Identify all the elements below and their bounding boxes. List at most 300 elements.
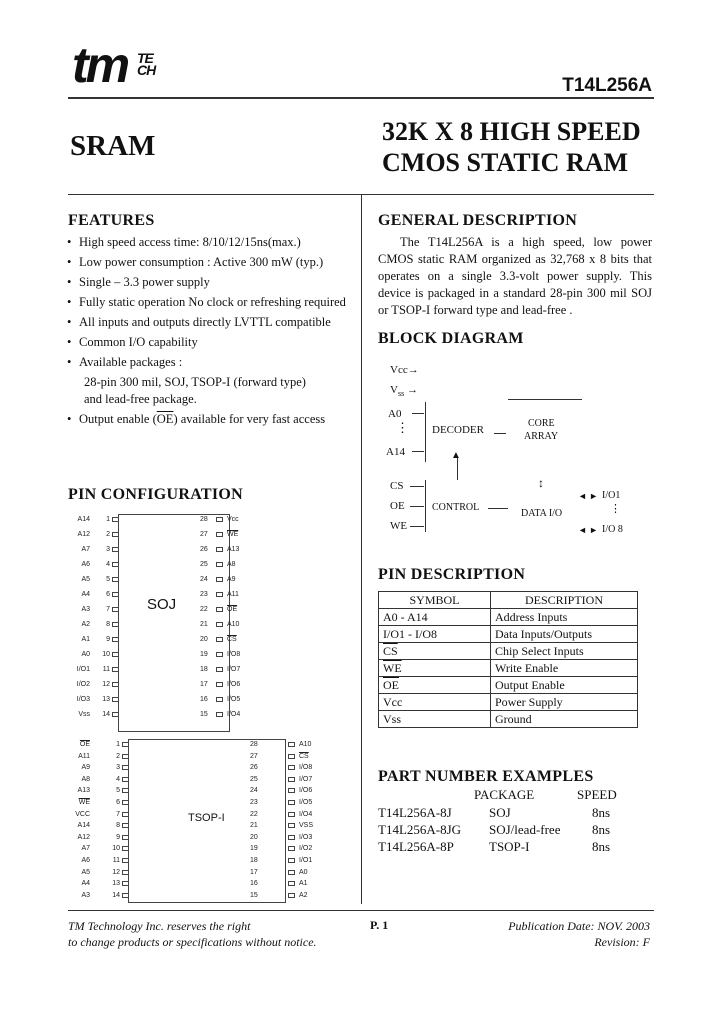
- footer-disclaimer-line2: to change products or specifications without notice.: [68, 935, 317, 949]
- pin-number: 7: [106, 606, 110, 613]
- pin-name: A8: [81, 775, 90, 783]
- publication-date: Publication Date: NOV. 2003: [508, 919, 650, 933]
- soj-label: SOJ: [147, 596, 177, 613]
- pin-row: [250, 799, 327, 806]
- pin-name: A9: [227, 576, 236, 583]
- bd-cs: CS: [390, 480, 404, 492]
- pin-number: 16: [200, 696, 208, 703]
- bd-vss: [390, 384, 418, 398]
- pin-number: 27: [250, 752, 258, 760]
- pin-number: 22: [250, 810, 258, 818]
- bd-line: [410, 506, 424, 507]
- pin-lead: [122, 777, 129, 782]
- pin-number: 18: [250, 857, 258, 864]
- pin-name: $\overline{CS}$: [227, 636, 237, 643]
- pin-lead: [112, 682, 119, 687]
- pin-lead: [112, 592, 119, 597]
- feature-item: • All inputs and outputs directly LVTTL compatible: [66, 314, 356, 331]
- block-diagram-heading: BLOCK DIAGRAM: [378, 330, 524, 347]
- feature-item: • Single – 3.3 power supply: [66, 274, 356, 291]
- pin-number: 21: [250, 822, 258, 830]
- pin-lead: [112, 562, 119, 567]
- pin-row: [250, 764, 327, 771]
- pin-row: [56, 834, 129, 841]
- pin-lead: [112, 652, 119, 657]
- pin-name: A13: [227, 546, 240, 553]
- pin-row: [56, 561, 119, 568]
- pne-part: T14L256A-8JG: [378, 822, 462, 837]
- pin-number: 17: [250, 868, 258, 876]
- pin-number: 26: [200, 546, 208, 553]
- pin-row: [56, 857, 129, 864]
- oe-post-text: ) available for very fast access: [173, 412, 326, 426]
- pin-name: A13: [77, 787, 90, 795]
- bd-a0: A0: [388, 408, 402, 420]
- pin-lead: [288, 846, 295, 851]
- feature-item: [66, 411, 356, 428]
- pin-name: I/O1: [76, 666, 90, 673]
- pin-number: 8: [116, 822, 120, 830]
- pin-name: $\overline{WE}$: [78, 799, 90, 806]
- pin-name: A5: [81, 868, 90, 876]
- oe-signal: $\overline{OE}$: [156, 412, 174, 426]
- pin-row: [200, 591, 255, 598]
- arrow-leftright-icon: ◄ ►: [578, 491, 599, 501]
- pin-number: 2: [106, 531, 110, 538]
- pin-row: [56, 651, 119, 658]
- pin-row: [250, 892, 327, 899]
- header-rule: [68, 97, 654, 99]
- pin-name: $\overline{OE}$: [227, 606, 238, 613]
- pin-lead: [112, 712, 119, 717]
- pin-row: [200, 546, 255, 553]
- pin-row: [200, 636, 255, 643]
- column-divider: [361, 194, 362, 904]
- bd-vcc: [390, 364, 419, 376]
- pin-row: [56, 681, 119, 688]
- pin-lead: [288, 788, 295, 793]
- pin-number: 20: [200, 636, 208, 643]
- pin-name: A12: [77, 531, 90, 538]
- pin-row: [250, 811, 327, 818]
- pin-name: I/O7: [227, 666, 241, 673]
- table-row: [379, 694, 638, 711]
- pin-row: [56, 546, 119, 553]
- pin-name: A11: [78, 752, 90, 760]
- bd-decoder: DECODER: [432, 424, 484, 436]
- pin-name: I/O7: [299, 775, 313, 783]
- pin-number: 23: [250, 799, 258, 806]
- pin-symbol: Vss: [379, 711, 491, 728]
- pin-number: 14: [102, 711, 110, 718]
- pin-name: A8: [227, 561, 236, 568]
- pin-name: I/O3: [299, 833, 313, 841]
- pin-number: 4: [106, 561, 110, 568]
- pin-symbol: [379, 660, 491, 677]
- title-line1: 32K X 8 HIGH SPEED: [382, 117, 641, 146]
- bd-control: CONTROL: [432, 502, 480, 513]
- pin-name: A14: [77, 516, 90, 523]
- bd-a14: A14: [386, 446, 405, 458]
- pne-package: SOJ: [489, 805, 511, 820]
- feature-item: • High speed access time: 8/10/12/15ns(max.): [66, 234, 356, 251]
- company-logo: tm: [72, 37, 128, 93]
- pin-row: [250, 845, 327, 852]
- vertical-dots-icon: ⋮: [396, 420, 409, 435]
- pne-speed: 8ns: [592, 839, 611, 854]
- pin-name: I/O4: [299, 810, 313, 818]
- pin-number: 15: [250, 891, 258, 899]
- pin-name: I/O5: [227, 696, 241, 703]
- pin-row: [56, 711, 119, 718]
- pin-row: [200, 681, 255, 688]
- pin-name: A7: [81, 845, 90, 853]
- pin-lead: [122, 754, 129, 759]
- arrow-right-icon: →: [407, 364, 419, 376]
- pin-name: A3: [81, 891, 90, 899]
- pin-lead: [112, 532, 119, 537]
- block-diagram: [378, 358, 658, 540]
- pin-desc: Data Inputs/Outputs: [491, 626, 638, 643]
- pin-number: 19: [250, 845, 258, 853]
- pin-name: A9: [81, 764, 90, 772]
- pin-name: I/O1: [299, 857, 313, 864]
- pin-number: 28: [200, 516, 208, 523]
- pin-description-heading: PIN DESCRIPTION: [378, 566, 526, 583]
- pin-name: Vcc: [227, 516, 239, 523]
- pin-lead: [216, 652, 223, 657]
- pin-number: 27: [200, 531, 208, 538]
- pin-symbol: A0 - A14: [379, 609, 491, 626]
- title-line2: CMOS STATIC RAM: [382, 148, 629, 177]
- pin-row: [56, 753, 129, 760]
- pin-name: A11: [227, 591, 239, 598]
- pin-number: 25: [250, 775, 258, 783]
- pin-lead: [216, 547, 223, 552]
- logo-ch-text: CH: [137, 62, 156, 78]
- feature-item: • Fully static operation No clock or refreshing required: [66, 294, 356, 311]
- pin-number: 17: [200, 681, 208, 688]
- pin-lead: [112, 577, 119, 582]
- pin-number: 16: [250, 880, 258, 888]
- pin-number: 5: [106, 576, 110, 583]
- page-number: P. 1: [370, 918, 389, 932]
- pin-number: 11: [112, 857, 120, 864]
- bd-oe: OE: [390, 500, 405, 512]
- pin-symbol: Vcc: [379, 694, 491, 711]
- header-part-number: T14L256A: [562, 75, 652, 96]
- pin-name: I/O4: [227, 711, 241, 718]
- pin-row: [200, 651, 255, 658]
- bd-core-label: ARRAY: [524, 431, 559, 442]
- pin-name: $\overline{WE}$: [227, 531, 239, 538]
- pin-name: A4: [81, 591, 90, 598]
- bd-bar: [425, 402, 426, 462]
- revision: Revision: F: [594, 935, 650, 949]
- table-row: [379, 609, 638, 626]
- pin-description-table: [378, 591, 638, 728]
- table-row: [379, 677, 638, 694]
- pin-number: 26: [250, 764, 258, 772]
- bd-bar: [425, 480, 426, 532]
- pin-row: [200, 561, 255, 568]
- footer-publication: [508, 918, 650, 950]
- pne-part: T14L256A-8P: [378, 839, 454, 854]
- pin-row: [250, 834, 327, 841]
- pin-lead: [288, 858, 295, 863]
- pin-row: [56, 892, 129, 899]
- pin-name: I/O6: [299, 787, 313, 795]
- pin-row: [56, 591, 119, 598]
- pne-package-header: PACKAGE: [474, 787, 535, 802]
- arrow-leftright-icon: ◄ ►: [578, 525, 599, 535]
- pin-lead: [288, 742, 295, 747]
- pin-lead: [112, 547, 119, 552]
- pin-lead: [216, 532, 223, 537]
- pne-speed: 8ns: [592, 822, 611, 837]
- pin-lead: [216, 667, 223, 672]
- pin-row: [250, 741, 327, 748]
- pin-number: 13: [102, 696, 110, 703]
- pin-desc: Write Enable: [491, 660, 638, 677]
- pin-number: 3: [116, 764, 120, 772]
- general-description-heading: GENERAL DESCRIPTION: [378, 212, 578, 229]
- pin-number: 18: [200, 666, 208, 673]
- pin-name: A12: [77, 833, 90, 841]
- footer-rule: [68, 910, 654, 911]
- pin-name: I/O8: [299, 764, 313, 772]
- pin-symbol-overlined: $\overline{OE}$: [383, 678, 399, 692]
- pin-lead: [216, 592, 223, 597]
- pin-row: [56, 606, 119, 613]
- pin-number: 24: [250, 787, 258, 795]
- pin-number: 24: [200, 576, 208, 583]
- general-description-text: The T14L256A is a high speed, low power CMOS static RAM organized as 32,768 x 8 bits that operates on a single 3.3-volt power supply. This device is packaged in a standard 28-pin 300 mil SOJ or TSOP-I forward type and lead-free .: [378, 235, 652, 317]
- bd-line: [412, 413, 424, 414]
- pin-row: [56, 516, 119, 523]
- oe-pre-text: Output enable (: [79, 412, 157, 426]
- pin-number: 19: [200, 651, 208, 658]
- pin-number: 23: [200, 591, 208, 598]
- pin-row: [56, 811, 129, 818]
- pin-row: [250, 880, 327, 887]
- pin-row: [56, 531, 119, 538]
- pin-symbol: [379, 677, 491, 694]
- pin-name: A1: [81, 636, 90, 643]
- pin-symbol: I/O1 - I/O8: [379, 626, 491, 643]
- pin-lead: [216, 517, 223, 522]
- pin-lead: [288, 777, 295, 782]
- bd-core-label: CORE: [528, 418, 555, 429]
- pin-row: [200, 606, 255, 613]
- pin-lead: [112, 637, 119, 642]
- bd-we: WE: [390, 520, 408, 532]
- pin-lead: [122, 788, 129, 793]
- pin-lead: [216, 637, 223, 642]
- pin-row: [56, 741, 129, 748]
- pin-desc: Output Enable: [491, 677, 638, 694]
- pin-desc: Address Inputs: [491, 609, 638, 626]
- pin-row: [56, 822, 129, 829]
- feature-item: • Common I/O capability: [66, 334, 356, 351]
- pin-lead: [122, 812, 129, 817]
- pin-row: [200, 576, 255, 583]
- pin-number: 25: [200, 561, 208, 568]
- pin-name: VCC: [75, 810, 90, 818]
- table-row: [379, 711, 638, 728]
- pin-symbol: [379, 643, 491, 660]
- bd-vss-label: V: [390, 384, 398, 396]
- pin-symbol-overlined: $\overline{WE}$: [383, 661, 402, 675]
- pin-name: A7: [81, 546, 90, 553]
- pin-row: [56, 636, 119, 643]
- pin-name: A4: [81, 880, 90, 888]
- pin-lead: [216, 622, 223, 627]
- pin-lead: [216, 697, 223, 702]
- footer-disclaimer: [68, 918, 317, 950]
- bd-dataio: DATA I/O: [521, 508, 563, 519]
- pin-name: $\overline{CS}$: [299, 752, 309, 760]
- pin-name: I/O5: [299, 799, 313, 806]
- pin-row: [250, 776, 327, 783]
- pin-number: 3: [106, 546, 110, 553]
- pin-number: 6: [106, 591, 110, 598]
- bd-line: [410, 486, 424, 487]
- bd-line: [494, 433, 506, 434]
- pin-name: A2: [81, 621, 90, 628]
- pin-number: 12: [102, 681, 110, 688]
- pin-lead: [112, 517, 119, 522]
- pin-lead: [216, 577, 223, 582]
- pin-number: 1: [106, 516, 110, 523]
- pin-row: [56, 576, 119, 583]
- pin-row: [200, 666, 255, 673]
- pin-lead: [216, 682, 223, 687]
- pin-number: 1: [116, 741, 120, 748]
- pin-lead: [122, 835, 129, 840]
- pin-number: 10: [102, 651, 110, 658]
- pin-name: A1: [299, 880, 308, 888]
- pin-row: [250, 753, 327, 760]
- bd-vcc-label: Vcc: [390, 364, 408, 376]
- pin-lead: [216, 607, 223, 612]
- pin-row: [56, 621, 119, 628]
- pin-configuration-heading: PIN CONFIGURATION: [68, 486, 244, 503]
- pin-row: [56, 869, 129, 876]
- pin-number: 9: [106, 636, 110, 643]
- arrow-updown-icon: ↕: [538, 476, 544, 490]
- pin-number: 22: [200, 606, 208, 613]
- pin-number: 28: [250, 741, 258, 748]
- pin-lead: [112, 607, 119, 612]
- part-number-examples-heading: PART NUMBER EXAMPLES: [378, 768, 594, 785]
- pin-lead: [122, 742, 129, 747]
- pin-row: [200, 711, 255, 718]
- pin-row: [56, 696, 119, 703]
- pin-name: I/O3: [76, 696, 90, 703]
- pne-package: SOJ/lead-free: [489, 822, 561, 837]
- pin-number: 7: [116, 810, 120, 818]
- pin-number: 4: [116, 775, 120, 783]
- table-row: [379, 660, 638, 677]
- pin-number: 12: [112, 868, 120, 876]
- pin-lead: [288, 823, 295, 828]
- feature-item: • Available packages :: [66, 354, 356, 371]
- pin-number: 6: [116, 799, 120, 806]
- col-description-header: DESCRIPTION: [491, 592, 638, 609]
- pin-number: 5: [116, 787, 120, 795]
- feature-package-line: and lead-free package.: [84, 392, 197, 406]
- table-header-row: [379, 592, 638, 609]
- pin-lead: [288, 881, 295, 886]
- feature-item: • Low power consumption : Active 300 mW (typ.): [66, 254, 356, 271]
- pin-lead: [122, 881, 129, 886]
- pin-number: 14: [112, 891, 120, 899]
- pin-desc: Chip Select Inputs: [491, 643, 638, 660]
- pin-row: [200, 531, 255, 538]
- product-type: SRAM: [70, 130, 156, 162]
- pin-lead: [288, 835, 295, 840]
- pin-name: A0: [81, 651, 90, 658]
- bd-io8: I/O 8: [602, 524, 623, 535]
- pin-row: [250, 869, 327, 876]
- pin-row: [200, 621, 255, 628]
- logo-te-text: TE: [137, 50, 153, 66]
- arrow-up-icon: ▲: [451, 450, 461, 461]
- pne-speed: 8ns: [592, 805, 611, 820]
- pin-row: [250, 787, 327, 794]
- pin-number: 13: [112, 880, 120, 888]
- pin-number: 10: [112, 845, 120, 853]
- pin-lead: [122, 823, 129, 828]
- pin-lead: [122, 858, 129, 863]
- pin-name: A5: [81, 576, 90, 583]
- pin-number: 20: [250, 833, 258, 841]
- pin-lead: [288, 870, 295, 875]
- pin-lead: [288, 765, 295, 770]
- pin-row: [56, 787, 129, 794]
- col-symbol-header: SYMBOL: [379, 592, 491, 609]
- table-row: [379, 643, 638, 660]
- pin-lead: [288, 754, 295, 759]
- table-row: [379, 626, 638, 643]
- pin-lead: [122, 870, 129, 875]
- pin-row: [200, 696, 255, 703]
- vertical-dots-icon: ⋮: [610, 503, 621, 515]
- pin-name: $\overline{OE}$: [79, 741, 90, 748]
- bd-arrow-line: [457, 458, 458, 480]
- pin-number: 15: [200, 711, 208, 718]
- pin-lead: [216, 712, 223, 717]
- pin-lead: [122, 765, 129, 770]
- pin-lead: [288, 812, 295, 817]
- features-list: [66, 234, 356, 431]
- pin-row: [56, 799, 129, 806]
- pin-lead: [288, 893, 295, 898]
- pin-number: 8: [106, 621, 110, 628]
- pin-lead: [112, 622, 119, 627]
- pin-name: I/O8: [227, 651, 241, 658]
- pin-name: A6: [81, 561, 90, 568]
- page-title: [382, 116, 641, 178]
- pin-row: [56, 776, 129, 783]
- arrow-right-icon: →: [406, 384, 418, 396]
- bd-line: [412, 451, 424, 452]
- features-heading: FEATURES: [68, 212, 155, 229]
- pin-row: [56, 666, 119, 673]
- footer-disclaimer-line1: TM Technology Inc. reserves the right: [68, 919, 251, 933]
- pin-desc: Power Supply: [491, 694, 638, 711]
